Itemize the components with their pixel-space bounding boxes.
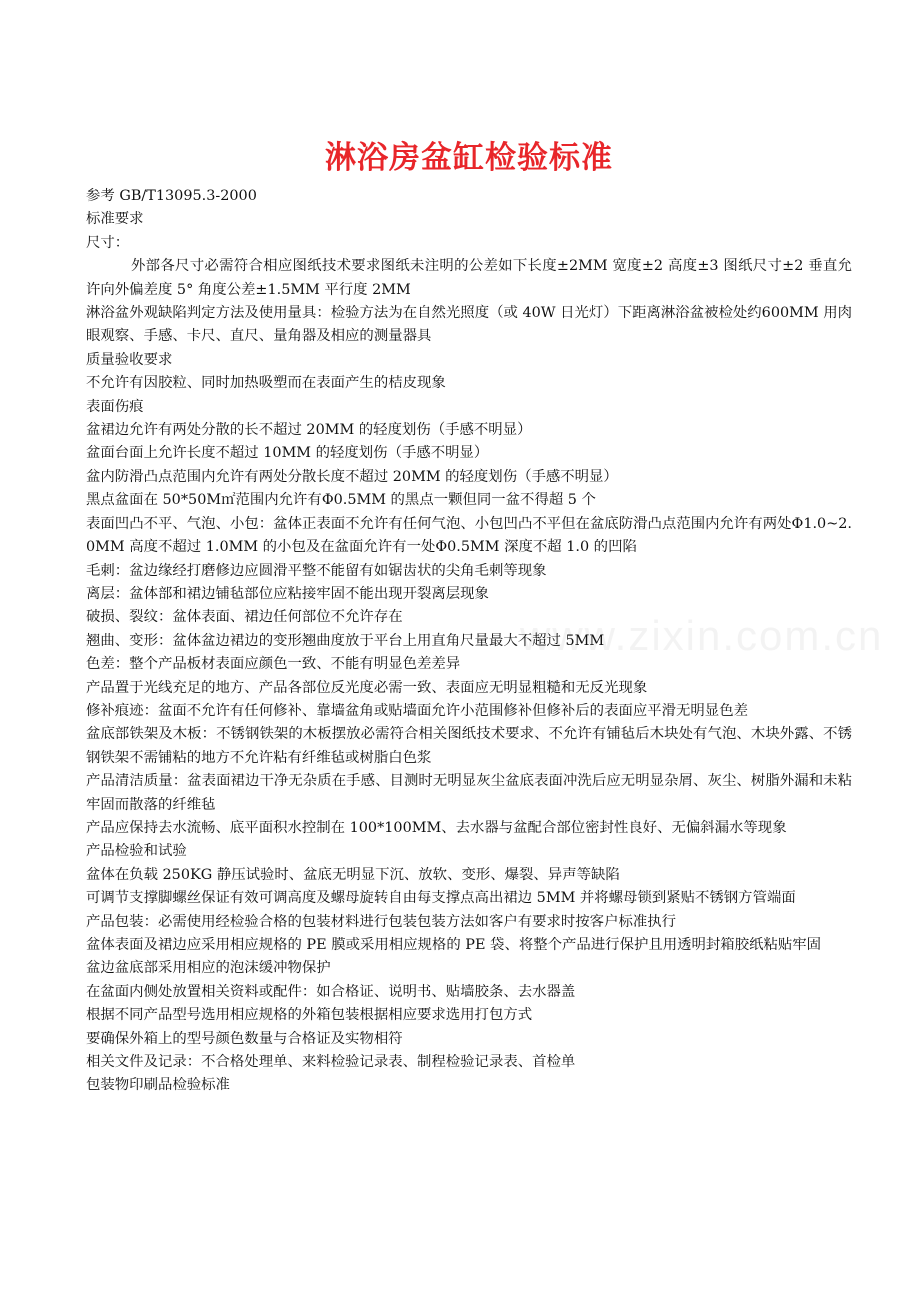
paragraph: 质量验收要求 bbox=[86, 351, 173, 368]
paragraph: 离层：盆体部和裙边铺毡部位应粘接牢固不能出现开裂离层现象 bbox=[86, 585, 489, 602]
paragraph: 尺寸： bbox=[86, 234, 130, 251]
paragraph: 产品应保持去水流畅、底平面积水控制在 100*100MM、去水器与盆配合部位密封性良好、无偏斜漏水等现象 bbox=[86, 819, 787, 836]
paragraph: 盆面台面上允许长度不超过 10MM 的轻度划伤（手感不明显） bbox=[86, 445, 489, 462]
paragraph: 修补痕迹：盆面不允许有任何修补、靠墙盆角或贴墙面允许小范围修补但修补后的表面应平滑无明显色差 bbox=[86, 702, 748, 719]
paragraph: 翘曲、变形：盆体盆边裙边的变形翘曲度放于平台上用直角尺量最大不超过 5MM bbox=[86, 632, 605, 649]
paragraph: 破损、裂纹：盆体表面、裙边任何部位不允许存在 bbox=[86, 609, 403, 626]
document-body bbox=[86, 185, 852, 1098]
paragraph: 产品包装：必需使用经检验合格的包装材料进行包装包装方法如客户有要求时按客户标准执行 bbox=[86, 913, 677, 930]
paragraph: 要确保外箱上的型号颜色数量与合格证及实物相符 bbox=[86, 1030, 403, 1047]
paragraph: 产品置于光线充足的地方、产品各部位反光度必需一致、表面应无明显粗糙和无反光现象 bbox=[86, 679, 648, 696]
paragraph: 色差：整个产品板材表面应颜色一致、不能有明显色差差异 bbox=[86, 656, 461, 673]
paragraph: 相关文件及记录：不合格处理单、来料检验记录表、制程检验记录表、首检单 bbox=[86, 1054, 576, 1071]
watermark: www.zixin.com.cn bbox=[520, 612, 884, 659]
paragraph: 盆体在负载 250KG 静压试验时、盆底无明显下沉、放软、变形、爆裂、异声等缺陷 bbox=[86, 866, 620, 883]
paragraph: 外部各尺寸必需符合相应图纸技术要求图纸未注明的公差如下长度±2MM 宽度±2 高度±3 图纸尺寸±2 垂直允许向外偏差度 5° 角度公差±1.5MM 平行度 2MM bbox=[86, 258, 852, 298]
paragraph: 盆体表面及裙边应采用相应规格的 PE 膜或采用相应规格的 PE 袋、将整个产品进行保护且用透明封箱胶纸粘贴牢固 bbox=[86, 937, 822, 953]
paragraph: 标准要求 bbox=[86, 211, 144, 228]
document-page bbox=[86, 136, 852, 1098]
paragraph: 毛刺：盆边缘经打磨修边应圆滑平整不能留有如锯齿状的尖角毛刺等现象 bbox=[86, 562, 547, 579]
paragraph: 在盆面内侧处放置相关资料或配件：如合格证、说明书、贴墙胶条、去水器盖 bbox=[86, 983, 576, 1000]
paragraph: 产品检验和试验 bbox=[86, 843, 187, 860]
paragraph: 包装物印刷品检验标准 bbox=[86, 1077, 230, 1094]
paragraph: 产品清洁质量：盆表面裙边干净无杂质在手感、目测时无明显灰尘盆底表面冲洗后应无明显杂屑、灰尘、树脂外漏和未粘牢固而散落的纤维毡 bbox=[86, 773, 852, 813]
paragraph: 盆内防滑凸点范围内允许有两处分散长度不超过 20MM 的轻度划伤（手感不明显） bbox=[86, 468, 618, 485]
paragraph: 盆底部铁架及木板：不锈钢铁架的木板摆放必需符合相关图纸技术要求、不允许有铺毡后木块处有气泡、木块外露、不锈钢铁架不需铺粘的地方不允许粘有纤维毡或树脂白色浆 bbox=[86, 726, 852, 766]
paragraph: 不允许有因胶粒、同时加热吸塑而在表面产生的桔皮现象 bbox=[86, 375, 446, 392]
document-title: 淋浴房盆缸检验标准 bbox=[325, 140, 613, 176]
paragraph: 淋浴盆外观缺陷判定方法及使用量具：检验方法为在自然光照度（或 40W 日光灯）下距离淋浴盆被检处约600MM 用肉眼观察、手感、卡尺、直尺、量角器及相应的测量器具 bbox=[86, 305, 852, 345]
paragraph: 可调节支撑脚螺丝保证有效可调高度及螺母旋转自由每支撑点高出裙边 5MM 并将螺母锁到紧贴不锈钢方管端面 bbox=[86, 890, 796, 907]
paragraph: 盆裙边允许有两处分散的长不超过 20MM 的轻度划伤（手感不明显） bbox=[86, 422, 532, 439]
paragraph: 表面伤痕 bbox=[86, 398, 144, 415]
paragraph: 参考 GB/T13095.3-2000 bbox=[86, 188, 257, 204]
paragraph: 表面凹凸不平、气泡、小包：盆体正表面不允许有任何气泡、小包凹凸不平但在盆底防滑凸点范围内允许有两处Φ1.0~2.0MM 高度不超过 1.0MM 的小包及在盆面允许有一处Φ0.5MM 深度不超 1.0 的凹陷 bbox=[86, 515, 852, 556]
paragraph: 盆边盆底部采用相应的泡沫缓冲物保护 bbox=[86, 960, 331, 977]
paragraph: 黑点盆面在 50*50M㎡范围内允许有Φ0.5MM 的黑点一颗但同一盆不得超 5 个 bbox=[86, 492, 596, 509]
paragraph: 根据不同产品型号选用相应规格的外箱包装根据相应要求选用打包方式 bbox=[86, 1007, 533, 1024]
